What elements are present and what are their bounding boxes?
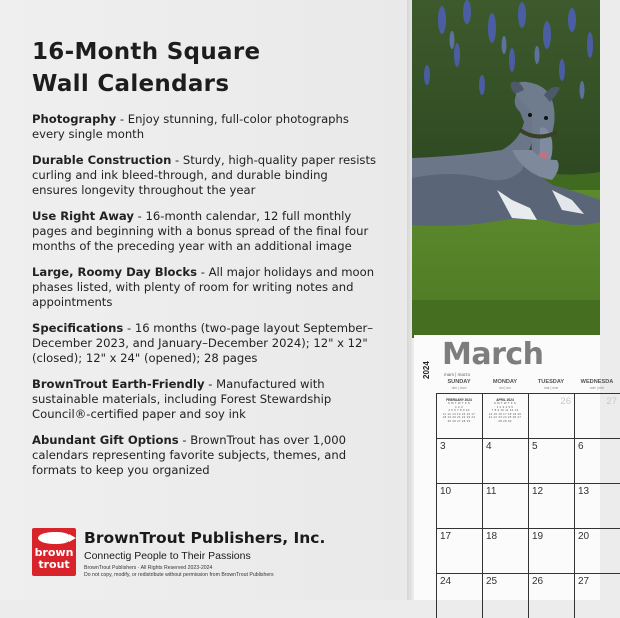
- greyhound-photo-illustration: [412, 0, 600, 338]
- day-cell: 12: [528, 483, 574, 528]
- feature-earth-friendly: BrownTrout Earth-Friendly - Manufactured with sustainable materials, including Forest Stewardship Council®-certified paper and soy ink: [32, 377, 332, 421]
- feature-text: All major holidays and moon phases listed, with plenty of room for writing notes and appointments: [32, 265, 375, 309]
- day-cell: 19: [528, 528, 574, 573]
- title-line-2: Wall Calendars: [32, 71, 230, 97]
- feature-heading: Photography: [32, 112, 117, 126]
- feature-text: Manufactured with sustainable materials, including Forest Stewardship Council®-certified paper and soy ink: [32, 377, 332, 421]
- day-cell: 5: [528, 438, 574, 483]
- feature-text: Sturdy, high-quality paper resists curling and ink bleed-through, and durable binding ensures longevity throughout the year: [32, 153, 377, 197]
- day-cell: 18: [482, 528, 528, 573]
- legal-notice: [84, 565, 274, 578]
- feature-heading: Large, Roomy Day Blocks: [32, 265, 198, 279]
- feature-text: 16-month calendar, 12 full monthly pages and beginning with a bonus spread of the final four months of the preceding year with an additional image: [32, 209, 369, 253]
- publisher-tagline: Connectig People to Their Passions: [84, 550, 251, 562]
- day-cell: 25: [482, 573, 528, 618]
- day-cell: 3: [436, 438, 482, 483]
- legal-line-2: Do not copy, modify, or redistribute without permission from BrownTrout Publishers: [84, 571, 274, 578]
- feature-specifications: Specifications - 16 months (two-page layout September–December 2023, and January–December 2024); 12" x 12" (closed); 12" x 24" (opened); 28 pages: [32, 321, 374, 365]
- feature-heading: Use Right Away: [32, 209, 134, 223]
- mini-calendar-apr: APRIL 2024 S M T W T F S 1 2 3 4 5 6 7 8 9 10 11 12 13 14 15 16 17 18 19 20 21 22 23 24 25 26 27 28 29 30: [488, 398, 522, 423]
- weekday-header: [436, 375, 614, 393]
- weekday-wednesday: WEDNESDA mer | mié: [580, 379, 614, 390]
- logo-word-2: trout: [38, 558, 70, 571]
- weekday-sunday: SUNDAY dim | dom: [447, 379, 471, 390]
- calendar-week-2: [436, 438, 600, 483]
- title-line-1: 16-Month Square: [32, 39, 261, 65]
- feature-text: BrownTrout has over 1,000 calendars representing favorite subjects, themes, and formats to keep you organized: [32, 433, 347, 477]
- day-cell: 10: [436, 483, 482, 528]
- day-cell: 26: [528, 573, 574, 618]
- feature-durable-construction: Durable Construction - Sturdy, high-quality paper resists curling and ink bleed-through, and durable binding ensures longevity throughout the year: [32, 153, 377, 197]
- day-cell: 4: [482, 438, 528, 483]
- page-title: [32, 36, 260, 100]
- calendar-week-5: [436, 573, 600, 618]
- browntrout-logo: [32, 528, 76, 576]
- calendar-month: March: [442, 337, 544, 372]
- publisher-brand: [32, 528, 392, 588]
- weekday-tuesday: TUESDAY mar | mar: [537, 379, 565, 390]
- day-cell: 27: [574, 393, 620, 438]
- day-cell: [482, 393, 528, 438]
- feature-heading: Durable Construction: [32, 153, 172, 167]
- feature-text: Enjoy stunning, full-color photographs every single month: [32, 112, 349, 141]
- calendar-year: 2024: [422, 361, 431, 379]
- calendar-photo: [412, 0, 600, 338]
- mini-calendar-feb: FEBRUARY 2024 S M T W T F S 1 2 3 4 5 6 7 8 9 10 11 12 13 14 15 16 17 18 19 20 21 22 23 24 25 26 27 28 29: [442, 398, 476, 423]
- logo-word-1: brown: [34, 546, 74, 559]
- feature-text: 16 months (two-page layout September–December 2023, and January–December 2024); 12" x 12" (closed); 12" x 24" (opened); 28 pages: [32, 321, 374, 365]
- day-cell: 20: [574, 528, 620, 573]
- weekday-monday: MONDAY lun | lun: [492, 379, 518, 390]
- calendar-page-march: [414, 335, 617, 600]
- calendar-week-3: [436, 483, 600, 528]
- day-cell: 27: [574, 573, 620, 618]
- day-cell: 26: [528, 393, 574, 438]
- feature-heading: BrownTrout Earth-Friendly: [32, 377, 205, 391]
- legal-line-1: BrownTrout Publishers · All Rights Reserved 2023-2024: [84, 565, 213, 571]
- feature-heading: Specifications: [32, 321, 124, 335]
- feature-photography: Photography - Enjoy stunning, full-color photographs every single month: [32, 112, 349, 141]
- day-cell: 11: [482, 483, 528, 528]
- feature-gift-options: Abundant Gift Options - BrownTrout has over 1,000 calendars representing favorite subjects, themes, and formats to keep you organized: [32, 433, 347, 477]
- day-cell: 17: [436, 528, 482, 573]
- mini-calendars-cell: [436, 393, 482, 438]
- feature-day-blocks: Large, Roomy Day Blocks - All major holidays and moon phases listed, with plenty of room for writing notes and appointments: [32, 265, 375, 309]
- feature-use-right-away: Use Right Away - 16-month calendar, 12 full monthly pages and beginning with a bonus spread of the final four months of the preceding year with an additional image: [32, 209, 369, 253]
- feature-list: [32, 112, 377, 489]
- calendar-month-translations: mars | marzo: [444, 372, 471, 377]
- calendar-week-4: [436, 528, 600, 573]
- day-cell: 24: [436, 573, 482, 618]
- calendar-week-1: [436, 393, 617, 438]
- day-cell: 13: [574, 483, 620, 528]
- day-cell: 6: [574, 438, 620, 483]
- publisher-name: BrownTrout Publishers, Inc.: [84, 529, 326, 547]
- calendar-grid: [436, 375, 617, 618]
- feature-heading: Abundant Gift Options: [32, 433, 179, 447]
- trout-icon: [38, 532, 70, 544]
